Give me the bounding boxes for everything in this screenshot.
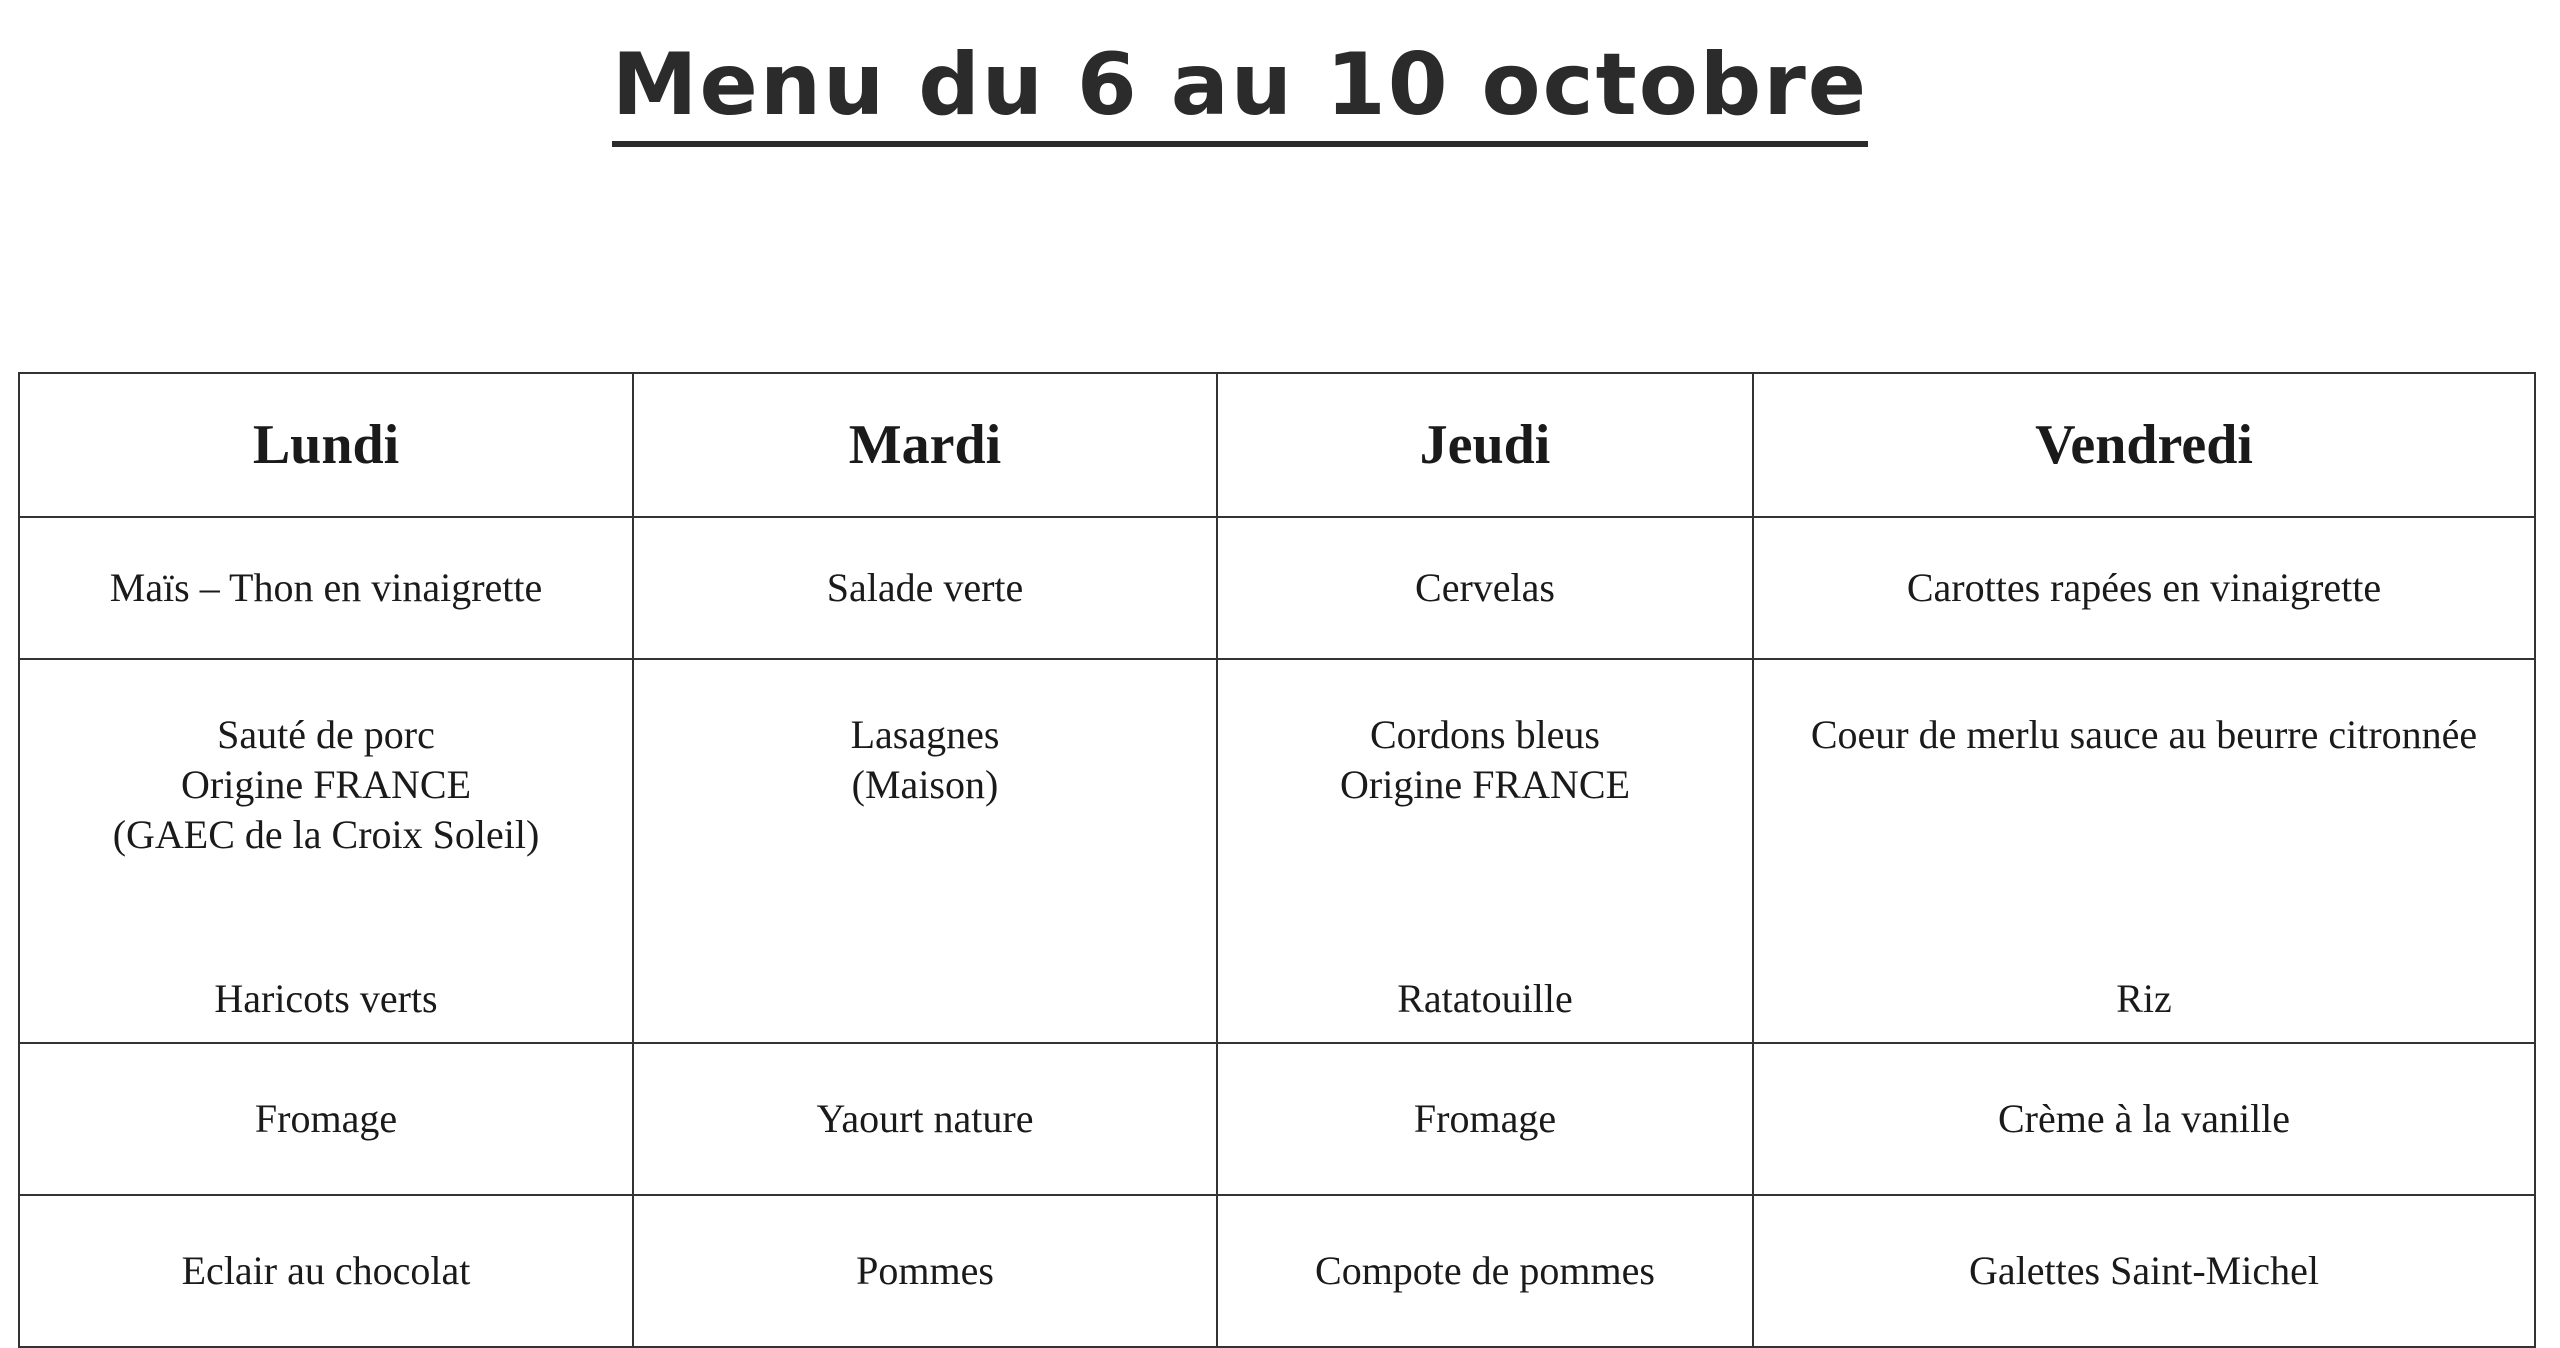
dairy-cell: Yaourt nature	[633, 1043, 1217, 1195]
main-course-cell	[1217, 659, 1753, 1043]
day-header-mardi: Mardi	[633, 373, 1217, 517]
main-dish-line: (Maison)	[851, 762, 999, 807]
main-dish-line: Cordons bleus	[1370, 712, 1600, 757]
main-course-row	[19, 659, 2535, 1043]
day-header-lundi: Lundi	[19, 373, 633, 517]
dairy-row	[19, 1043, 2535, 1195]
dessert-cell: Pommes	[633, 1195, 1217, 1347]
page-title-text: Menu du 6 au 10 octobre	[612, 38, 1868, 147]
dessert-cell: Galettes Saint-Michel	[1753, 1195, 2535, 1347]
entree-cell: Carottes rapées en vinaigrette	[1753, 517, 2535, 659]
dessert-row	[19, 1195, 2535, 1347]
day-header-row	[19, 373, 2535, 517]
entree-cell: Maïs – Thon en vinaigrette	[19, 517, 633, 659]
entree-cell: Salade verte	[633, 517, 1217, 659]
day-header-vendredi: Vendredi	[1753, 373, 2535, 517]
main-dish-line: Coeur de merlu sauce au beurre citronnée	[1810, 712, 2478, 757]
entree-row	[19, 517, 2535, 659]
main-dish-line: Origine FRANCE	[181, 762, 471, 807]
side-dish: Haricots verts	[214, 976, 438, 1021]
main-course-cell	[1753, 659, 2535, 1043]
main-dish-line: Origine FRANCE	[1340, 762, 1630, 807]
main-dish-line: Sauté de porc	[217, 712, 435, 757]
main-course-cell	[633, 659, 1217, 1043]
main-dish-line: Lasagnes	[850, 712, 1000, 757]
day-header-jeudi: Jeudi	[1217, 373, 1753, 517]
side-dish: Ratatouille	[1397, 976, 1573, 1021]
main-course-cell	[19, 659, 633, 1043]
dairy-cell: Crème à la vanille	[1753, 1043, 2535, 1195]
page-title	[0, 35, 2560, 147]
entree-cell: Cervelas	[1217, 517, 1753, 659]
menu-table	[18, 372, 2536, 1348]
main-dish-line: (GAEC de la Croix Soleil)	[112, 812, 540, 857]
dairy-cell: Fromage	[1217, 1043, 1753, 1195]
dessert-cell: Eclair au chocolat	[19, 1195, 633, 1347]
dairy-cell: Fromage	[19, 1043, 633, 1195]
dessert-cell: Compote de pommes	[1217, 1195, 1753, 1347]
side-dish: Riz	[2116, 976, 2172, 1021]
